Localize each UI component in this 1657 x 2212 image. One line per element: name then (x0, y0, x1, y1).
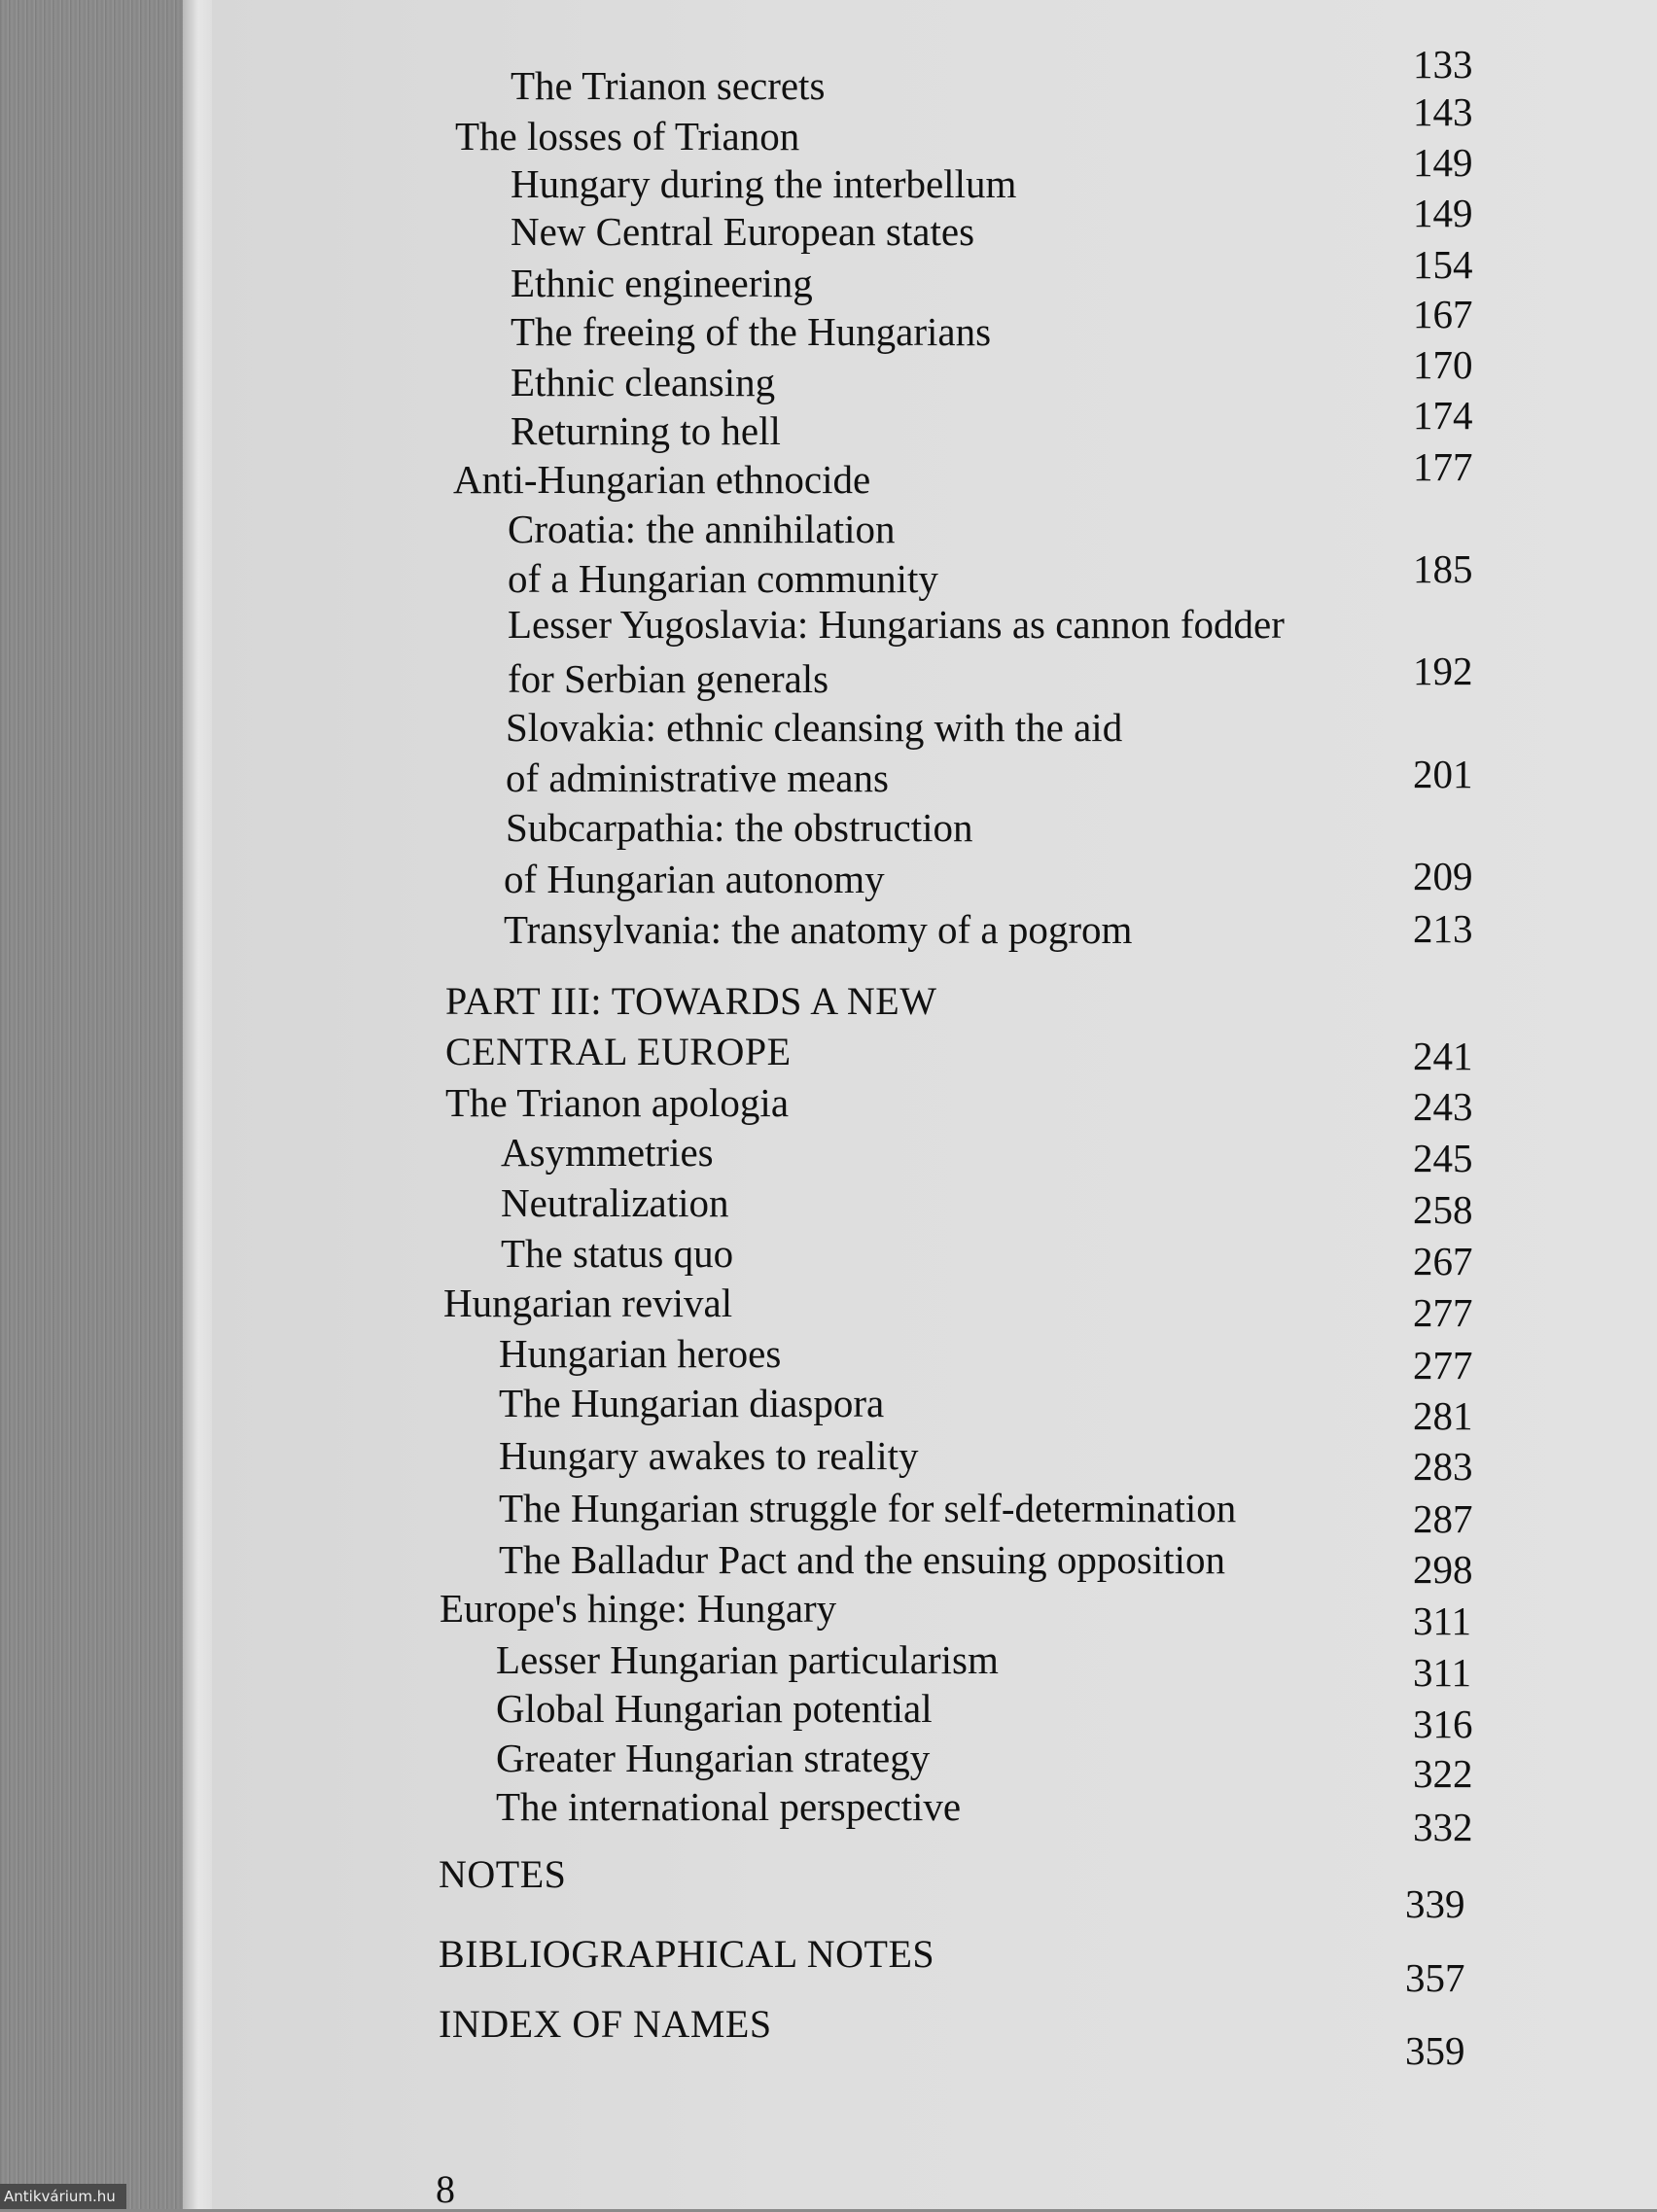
toc-entry-title: The Trianon secrets (511, 63, 826, 108)
toc-entry-page: 245 (1413, 1136, 1473, 1180)
toc-entry-title: The international perspective (496, 1784, 962, 1829)
toc-entry-title: New Central European states (511, 209, 975, 254)
toc-entry-page: 277 (1413, 1290, 1473, 1335)
toc-entry-title: Greater Hungarian strategy (496, 1736, 931, 1780)
toc-entry-page: 185 (1413, 546, 1473, 591)
toc-entry-page: 241 (1413, 1034, 1473, 1078)
toc-entry-page: 298 (1413, 1547, 1473, 1592)
toc-entry-title: Global Hungarian potential (496, 1686, 933, 1731)
toc-entry-page: 149 (1413, 191, 1473, 235)
toc-entry-page: 332 (1413, 1805, 1473, 1849)
toc-entry-title: Ethnic cleansing (511, 360, 776, 404)
toc-entry-page: 359 (1405, 2028, 1465, 2073)
toc-entry-page: 277 (1413, 1343, 1473, 1387)
toc-entry-title: Returning to hell (511, 408, 781, 453)
toc-entry-page: 357 (1405, 1955, 1465, 2000)
toc-entry-title: Europe's hinge: Hungary (440, 1586, 837, 1631)
toc-entry-title: Slovakia: ethnic cleansing with the aid (506, 705, 1123, 750)
toc-entry-title: Ethnic engineering (511, 261, 813, 305)
toc-entry-title: The Hungarian struggle for self-determination (499, 1486, 1237, 1530)
toc-entry-page: 167 (1413, 292, 1473, 336)
toc-entry-page: 177 (1413, 444, 1473, 489)
toc-entry-title: The Balladur Pact and the ensuing opposition (499, 1537, 1225, 1582)
toc-section-heading: NOTES (439, 1852, 567, 1896)
toc-entry-title: Subcarpathia: the obstruction (506, 805, 973, 850)
toc-entry-title: The status quo (501, 1231, 734, 1276)
toc-entry-title: for Serbian generals (508, 656, 829, 701)
toc-entry-page: 170 (1413, 342, 1473, 387)
toc-entry-page: 174 (1413, 393, 1473, 438)
toc-entry-page: 316 (1413, 1702, 1473, 1746)
toc-entry-title: Hungary during the interbellum (511, 161, 1017, 206)
toc-part-heading: PART III: TOWARDS A NEW (445, 979, 937, 1023)
toc-entry-page: 311 (1413, 1598, 1471, 1643)
toc-entry-page: 213 (1413, 906, 1473, 951)
toc-entry-page: 143 (1413, 89, 1473, 134)
toc-entry-page: 133 (1413, 42, 1473, 87)
toc-entry-page: 267 (1413, 1239, 1473, 1283)
toc-entry-title: Hungarian revival (443, 1281, 733, 1325)
toc-entry-page: 243 (1413, 1084, 1473, 1129)
toc-entry-page: 287 (1413, 1496, 1473, 1541)
toc-entry-page: 209 (1413, 854, 1473, 898)
toc-entry-title: Lesser Yugoslavia: Hungarians as cannon fodder (508, 602, 1285, 647)
toc-section-heading: BIBLIOGRAPHICAL NOTES (439, 1932, 935, 1976)
toc-entry-title: The Hungarian diaspora (499, 1381, 885, 1425)
toc-entry-page: 322 (1413, 1751, 1473, 1796)
toc-section-heading: INDEX OF NAMES (439, 2002, 772, 2046)
toc-entry-title: Lesser Hungarian particularism (496, 1637, 999, 1682)
toc-entry-title: The freeing of the Hungarians (511, 309, 992, 354)
toc-entry-title: Hungary awakes to reality (499, 1433, 919, 1478)
toc-entry-page: 283 (1413, 1444, 1473, 1489)
toc-entry-title: Croatia: the annihilation (508, 507, 896, 551)
toc-entry-title: The Trianon apologia (445, 1080, 790, 1125)
toc-part-heading: CENTRAL EUROPE (445, 1030, 792, 1073)
toc-entry-title: Transylvania: the anatomy of a pogrom (504, 907, 1133, 952)
toc-entry-page: 192 (1413, 649, 1473, 693)
toc-entry-title: Neutralization (501, 1180, 729, 1225)
toc-entry-title: Anti-Hungarian ethnocide (453, 457, 871, 502)
toc-entry-page: 339 (1405, 1881, 1465, 1926)
toc-entry-title: of administrative means (506, 755, 889, 800)
toc-entry-title: of Hungarian autonomy (504, 857, 885, 901)
toc-entry-page: 154 (1413, 242, 1473, 287)
toc-entry-title: The losses of Trianon (455, 114, 800, 158)
toc-entry-title: Hungarian heroes (499, 1331, 782, 1376)
toc-entry-title: Asymmetries (501, 1130, 714, 1175)
toc-entry-page: 149 (1413, 140, 1473, 185)
watermark: Antikvárium.hu (0, 2184, 126, 2209)
toc-entry-page: 311 (1413, 1650, 1471, 1695)
toc-entry-page: 281 (1413, 1393, 1473, 1438)
toc-entry-page: 201 (1413, 752, 1473, 796)
toc-entry-title: of a Hungarian community (508, 556, 938, 601)
toc-entry-page: 258 (1413, 1187, 1473, 1232)
page-number: 8 (436, 2167, 455, 2211)
